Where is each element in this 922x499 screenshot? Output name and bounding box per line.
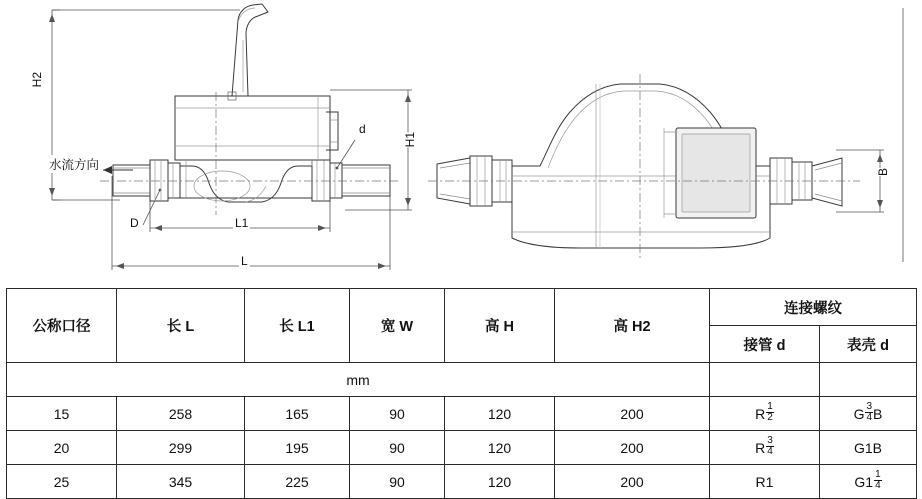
header-height-h: 高 H bbox=[445, 289, 555, 363]
table-body bbox=[7, 397, 917, 499]
cell-height-h: 120 bbox=[445, 465, 555, 499]
cell-width-w: 90 bbox=[350, 397, 445, 431]
cell-nominal-diameter: 15 bbox=[7, 397, 117, 431]
table-unit-row bbox=[7, 363, 917, 397]
dim-label-d-big: D bbox=[130, 216, 139, 230]
cell-height-h: 120 bbox=[445, 397, 555, 431]
cell-case-d: G1B bbox=[820, 431, 917, 465]
table-row bbox=[7, 431, 917, 465]
dim-label-h1: H1 bbox=[403, 132, 417, 148]
cell-length-l: 299 bbox=[117, 431, 245, 465]
cell-pipe-d: R $\frac{1}{2}$ bbox=[710, 397, 820, 431]
header-height-h2: 高 H2 bbox=[555, 289, 710, 363]
cell-height-h: 120 bbox=[445, 431, 555, 465]
dim-label-b: B bbox=[876, 168, 890, 177]
header-pipe-d: 接管 d bbox=[710, 326, 820, 363]
cell-length-l: 258 bbox=[117, 397, 245, 431]
unit-spacer-pipe-d bbox=[710, 363, 820, 397]
cell-height-h2: 200 bbox=[555, 397, 710, 431]
table-row bbox=[7, 397, 917, 431]
cell-height-h2: 200 bbox=[555, 465, 710, 499]
dim-label-l1: L1 bbox=[235, 216, 249, 230]
header-thread: 连接螺纹 bbox=[710, 289, 917, 326]
unit-cell: mm bbox=[7, 363, 710, 397]
unit-spacer-case-d bbox=[820, 363, 917, 397]
header-length-l: 长 L bbox=[117, 289, 245, 363]
cell-length-l1: 195 bbox=[245, 431, 350, 465]
dim-label-h2: H2 bbox=[30, 72, 44, 88]
header-nominal-diameter: 公称口径 bbox=[7, 289, 117, 363]
table-row bbox=[7, 465, 917, 499]
header-width-w: 宽 W bbox=[350, 289, 445, 363]
cell-width-w: 90 bbox=[350, 465, 445, 499]
specification-table bbox=[6, 288, 917, 499]
cell-pipe-d: R $\frac{3}{4}$ bbox=[710, 431, 820, 465]
cell-case-d: G $\frac{3}{4}$ B bbox=[820, 397, 917, 431]
cell-nominal-diameter: 20 bbox=[7, 431, 117, 465]
cell-length-l1: 225 bbox=[245, 465, 350, 499]
dim-label-d-small: d bbox=[359, 122, 366, 136]
table-header-row bbox=[7, 289, 917, 326]
cell-height-h2: 200 bbox=[555, 431, 710, 465]
cell-nominal-diameter: 25 bbox=[7, 465, 117, 499]
header-length-l1: 长 L1 bbox=[245, 289, 350, 363]
flow-direction-label: 水流方向 bbox=[48, 155, 100, 173]
cell-case-d: G1 $\frac{1}{4}$ bbox=[820, 465, 917, 499]
cell-pipe-d: R1 bbox=[710, 465, 820, 499]
cell-length-l: 345 bbox=[117, 465, 245, 499]
header-case-d: 表壳 d bbox=[820, 326, 917, 363]
cell-length-l1: 165 bbox=[245, 397, 350, 431]
cell-width-w: 90 bbox=[350, 431, 445, 465]
dim-label-l: L bbox=[241, 254, 248, 268]
